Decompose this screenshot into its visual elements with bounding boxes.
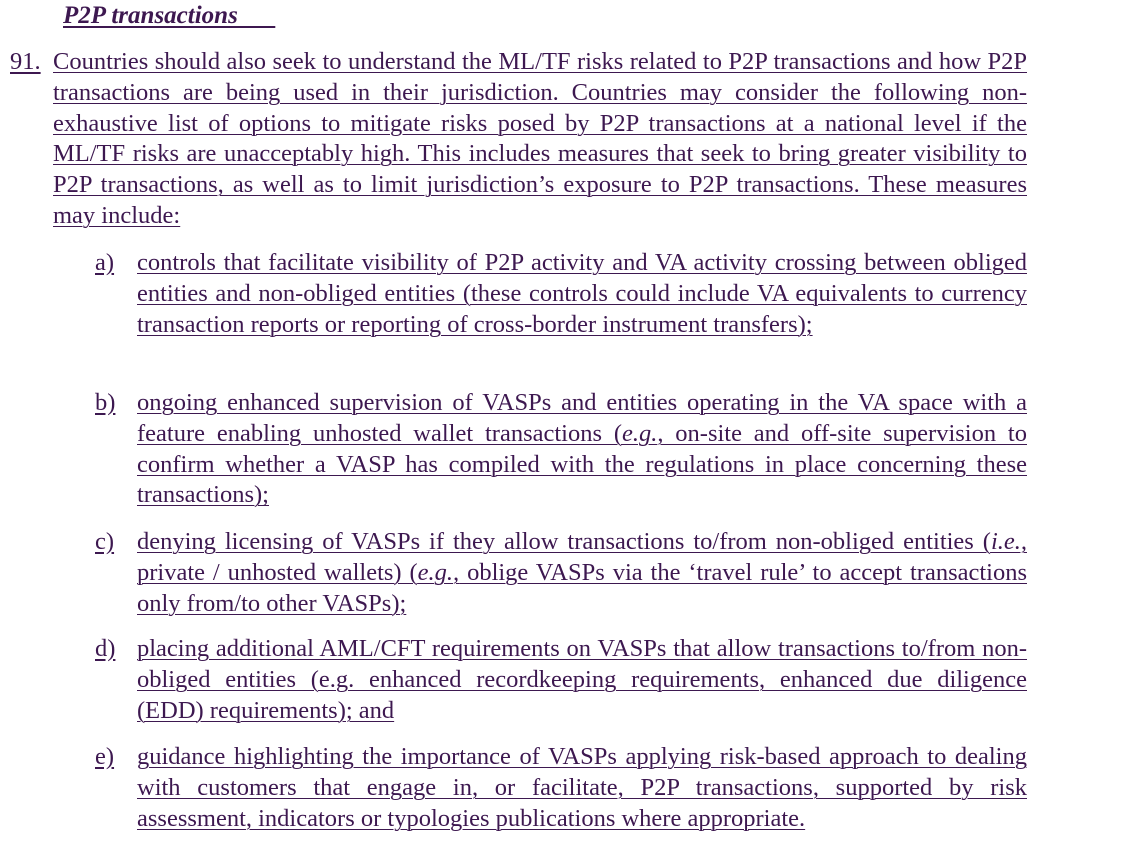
list-item-label: a) — [95, 249, 115, 276]
list-item-e — [95, 742, 1027, 834]
list-item-text-start: denying licensing of VASPs if they allow transactions to/from non-obliged entities ( — [137, 528, 991, 555]
paragraph-text: Countries should also seek to understand the ML/TF risks related to P2P transactions and how P2P transactions are being used in their jurisdiction. Countries may consider the following non-exhaustive list of options to mitigate risks posed by P2P transactions at a national level if the ML/TF risks are unacceptably high. This includes measures that seek to bring greater visibility to P2P transactions, as well as to limit jurisdiction’s exposure to P2P transactions. These measures may include: — [53, 48, 1027, 229]
paragraph-number: 91. — [10, 48, 41, 75]
list-item-text — [137, 389, 1027, 508]
list-item-text-emphasis: i.e., — [990, 528, 1027, 555]
list-item-text — [137, 528, 1027, 617]
list-item-text: guidance highlighting the importance of VASPs applying risk-based approach to dealing with customers that engage in, or facilitate, P2P transactions, supported by risk assessment, indicators or typologies publications where appropriate. — [137, 743, 1027, 832]
list-item-a — [95, 248, 1027, 340]
paragraph-91 — [10, 47, 1027, 232]
list-item-text-middle: private / unhosted wallets) ( — [137, 558, 418, 586]
list-item-label: e) — [95, 743, 115, 770]
list-item-text-end: oblige VASPs via the ‘travel rule’ to accept transactions only from/to other VASPs); — [137, 558, 1027, 617]
list-item-label: d) — [95, 635, 116, 662]
section-heading: P2P transactions — [63, 2, 276, 29]
list-item-label: c) — [95, 528, 115, 555]
list-item-text-emphasis-2: e.g., — [417, 558, 460, 586]
list-item-text: controls that facilitate visibility of P2P activity and VA activity crossing between obliged entities and non-obliged entities (these controls could include VA equivalents to currency transaction reports or reporting of cross-border instrument transfers); — [137, 249, 1027, 338]
list-item-text-start: ongoing enhanced supervision of VASPs and entities operating in the VA space with a feature enabling unhosted wallet transactions ( — [137, 389, 1027, 447]
list-item-text-emphasis: e.g. — [621, 419, 658, 447]
list-item-d — [95, 634, 1027, 726]
list-item-b — [95, 388, 1027, 511]
list-item-text: placing additional AML/CFT requirements on VASPs that allow transactions to/from non-obliged entities (e.g. enhanced recordkeeping requirements, enhanced due diligence (EDD) requirements); and — [137, 635, 1027, 724]
list-item-c — [95, 527, 1027, 619]
list-item-text-end: , on-site and off-site supervision to confirm whether a VASP has compiled with the regulations in place concerning these transactions); — [137, 419, 1027, 509]
list-item-label: b) — [95, 389, 116, 416]
